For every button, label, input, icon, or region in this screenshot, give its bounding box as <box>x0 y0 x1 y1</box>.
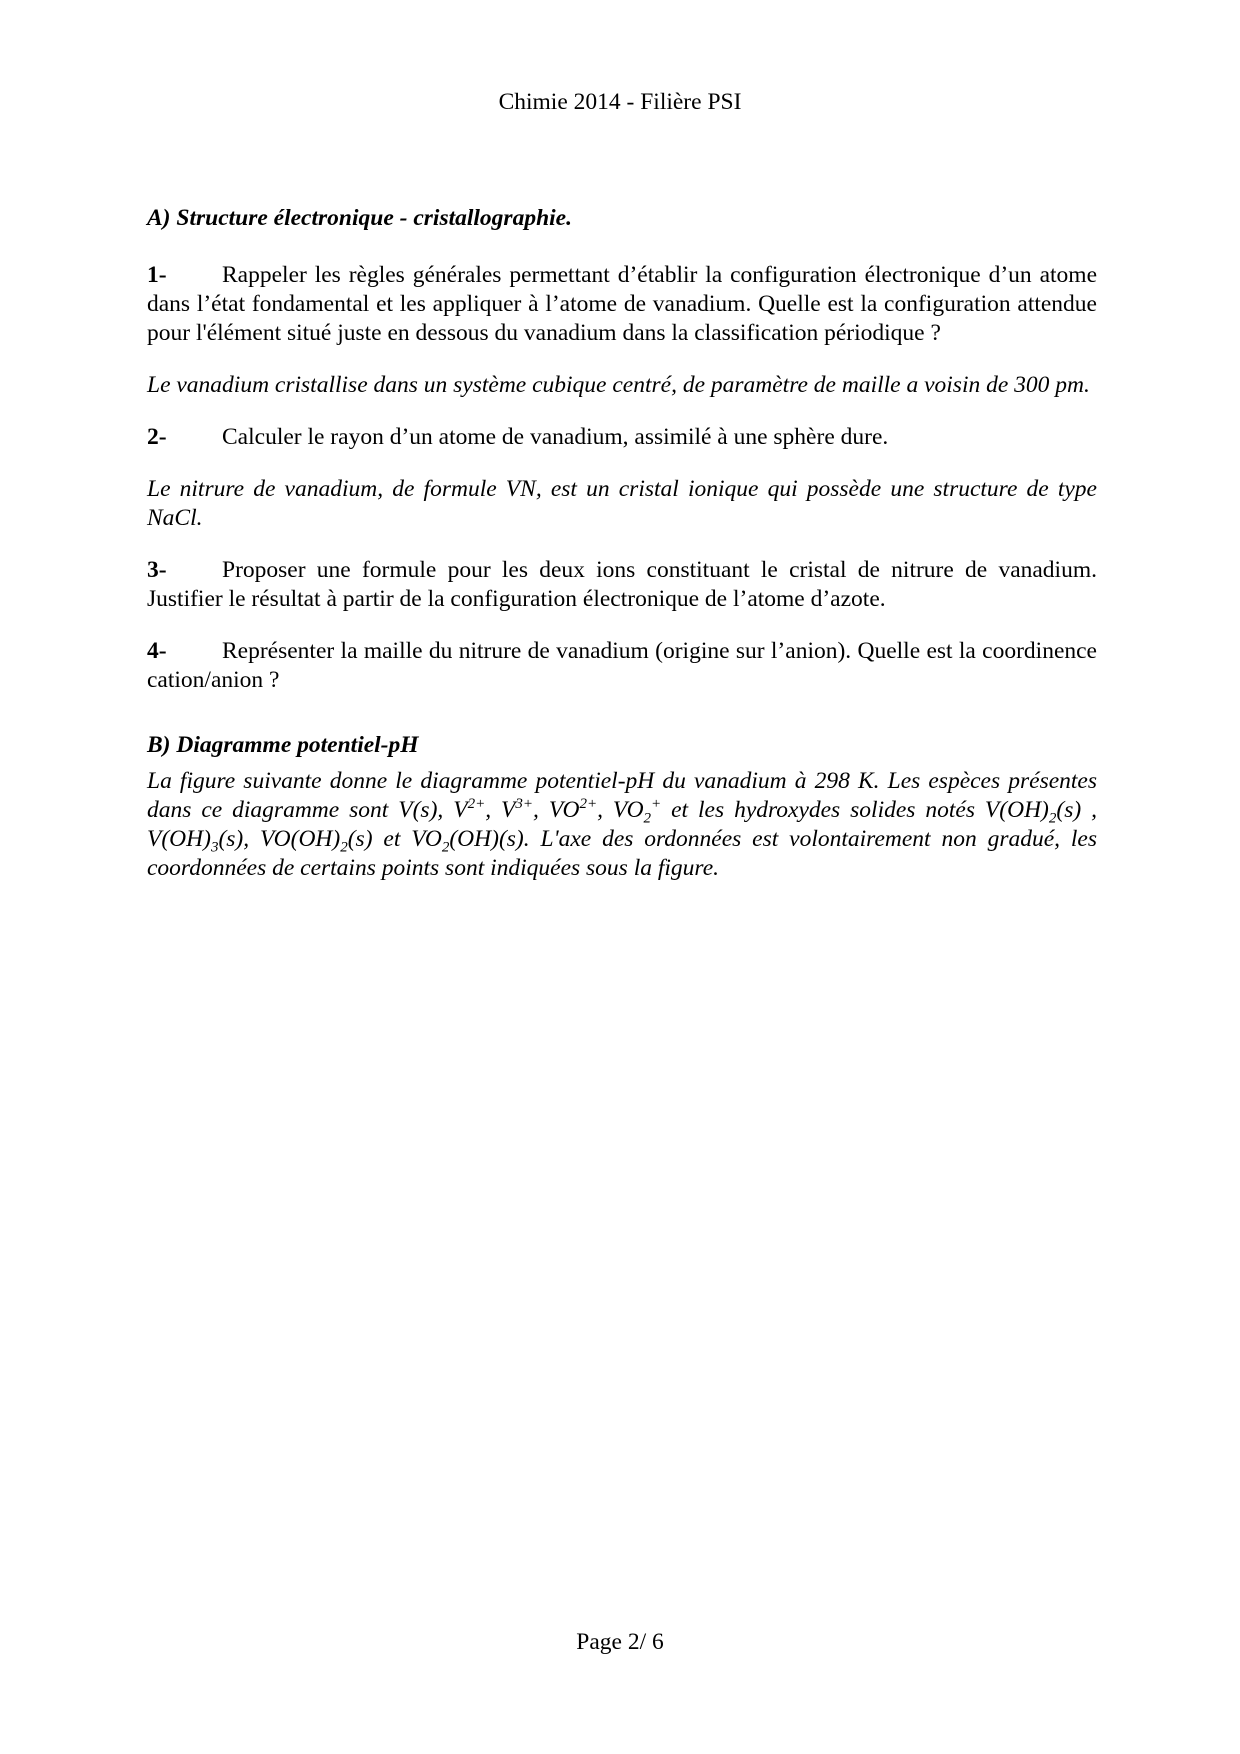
question-4-text: Représenter la maille du nitrure de vanadium (origine sur l’anion). Quelle est la coordinence cation/anion ? <box>147 638 1097 693</box>
question-1-number: 1- <box>147 262 167 288</box>
question-2-number: 2- <box>147 424 167 450</box>
page-header: Chimie 2014 - Filière PSI <box>498 89 742 115</box>
intro-vanadium-crystal: Le vanadium cristallise dans un système cubique centré, de paramètre de maille a voisin de 300 pm. <box>147 372 1090 398</box>
question-4 <box>147 637 1097 695</box>
intro-potential-ph-diagram: La figure suivante donne le diagramme potentiel-pH du vanadium à 298 K. Les espèces présentes dans ce diagramme sont V(s), $V^{2+}$, $V^{3+}$, $VO^{2+}$, $VO_2^+$ et les hydroxydes solides notés $V(OH)_2(s)$ , $V(OH)_3(s)$, $VO(OH)_2(s)$ et $VO_2(OH)(s)$. L'axe des ordonnées est volontairement non gradué, les coordonnées de certains points sont indiquées sous la figure. <box>147 768 1097 881</box>
intro-vanadium-nitride: Le nitrure de vanadium, de formule VN, est un cristal ionique qui possède une structure de type NaCl. <box>147 476 1097 531</box>
section-a-title: A) Structure électronique - cristallographie. <box>147 205 572 231</box>
page-footer: Page 2/ 6 <box>576 1629 664 1655</box>
question-2 <box>147 423 1097 452</box>
question-1 <box>147 261 1097 348</box>
question-3-number: 3- <box>147 557 167 583</box>
question-4-number: 4- <box>147 638 167 664</box>
question-2-text: Calculer le rayon d’un atome de vanadium, assimilé à une sphère dure. <box>222 424 889 450</box>
question-3 <box>147 556 1097 614</box>
section-b-title: B) Diagramme potentiel-pH <box>147 732 419 758</box>
page-content <box>147 204 1097 883</box>
question-1-text: Rappeler les règles générales permettant d’établir la configuration électronique d’un atome dans l’état fondamental et les appliquer à l’atome de vanadium. Quelle est la configuration attendue pour l'élément situé juste en dessous du vanadium dans la classification périodique ? <box>147 262 1097 346</box>
question-3-text: Proposer une formule pour les deux ions constituant le cristal de nitrure de vanadium. Justifier le résultat à partir de la configuration électronique de l’atome d’azote. <box>147 557 1097 612</box>
